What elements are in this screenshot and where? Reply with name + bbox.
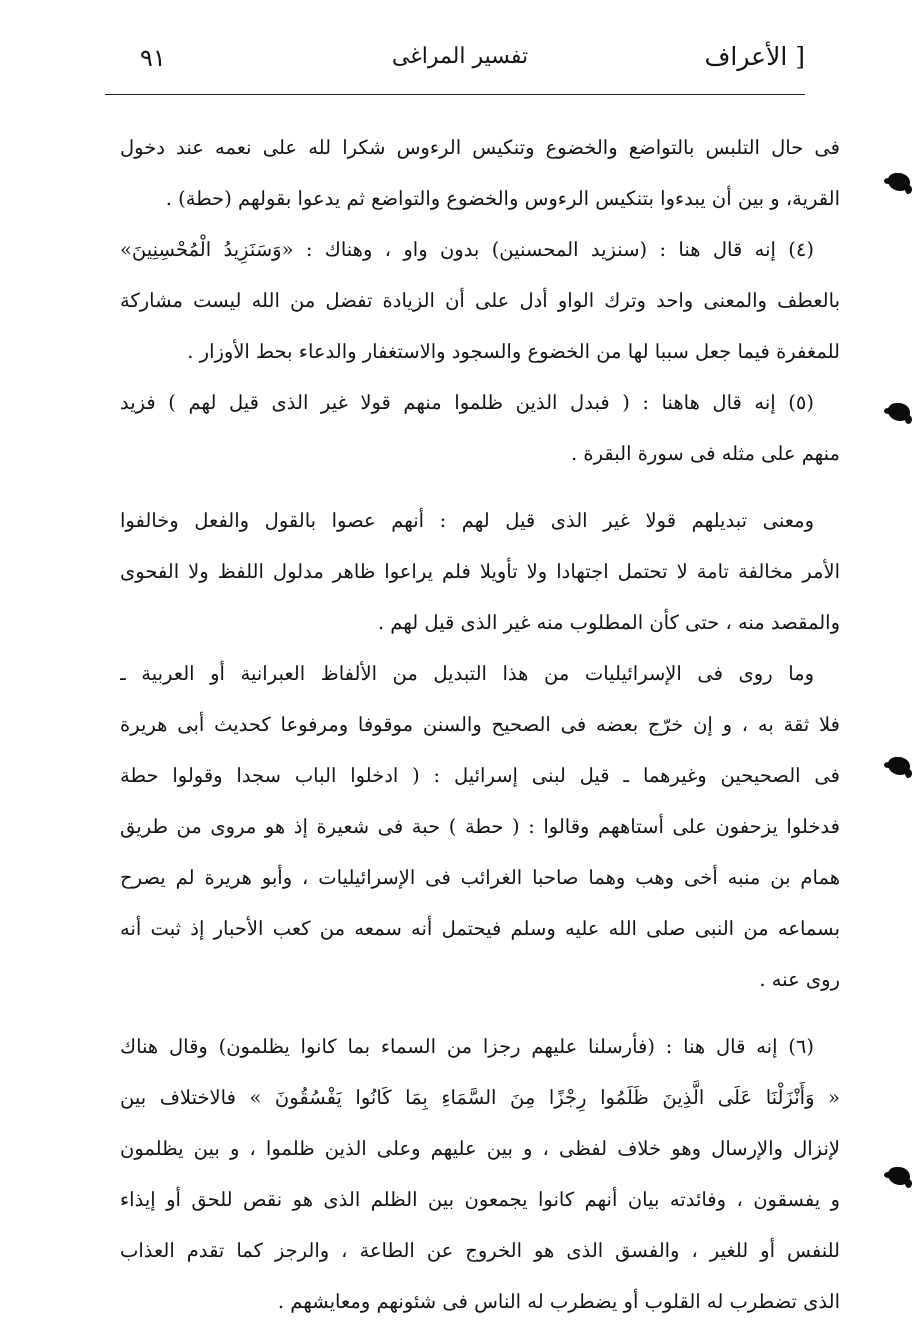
text-line: للمغفرة فيما جعل سببا لها من الخضوع والسجود والاستغفار والدعاء بحط الأوزار .	[187, 340, 840, 363]
text-line: (٤) إنه قال هنا : (سنزيد المحسنين) بدون واو ، وهناك : «وَسَنَزِيدُ الْمُحْسِنِينَ»	[120, 238, 814, 261]
text-line: فى حال التلبس بالتواضع والخضوع وتنكيس الرءوس شكرا لله على نعمه عند دخول	[120, 136, 840, 159]
text-line: بالعطف والمعنى واحد وترك الواو أدل على أن الزيادة تفضل من الله ليست مشاركة	[120, 289, 840, 312]
text-line: والمقصد منه ، حتى كأن المطلوب منه غير الذى قيل لهم .	[377, 611, 840, 634]
scan-blot	[888, 403, 910, 421]
text-line: و يفسقون ، وفائدته بيان أنهم كانوا يجمعون بين الظلم الذى هو نقص للحق أو إيذاء	[120, 1188, 840, 1211]
text-line: همام بن منبه أخى وهب وهما صاحبا الغرائب فى الإسرائيليات ، وأبو هريرة لم يصرح	[120, 866, 840, 889]
text-line: الأمر مخالفة تامة لا تحتمل اجتهادا ولا تأويلا فلم يراعوا ظاهر مدلول اللفظ ولا الفحوى	[120, 560, 840, 583]
text-line: (٥) إنه قال هاهنا : ( فبدل الذين ظلموا منهم قولا غير الذى قيل لهم ) فزيد	[120, 391, 814, 414]
text-line: روى عنه .	[759, 968, 840, 991]
text-line: القرية، و بين أن يبدءوا بتنكيس الرءوس والخضوع والتواضع ثم يدعوا بقولهم (حطة) .	[165, 187, 840, 210]
text-line: فدخلوا يزحفون على أستاههم وقالوا : ( حطة ) حبة فى شعيرة إذ هو مروى من طريق	[120, 815, 840, 838]
text-line: فلا ثقة به ، و إن خرّج بعضه فى الصحيح والسنن موقوفا ومرفوعا كحديث أبى هريرة	[120, 713, 840, 736]
page-number: ٩١	[140, 44, 166, 72]
text-line: لإنزال والإرسال وهو خلاف لفظى ، و بين عليهم وعلى الذين ظلموا ، و بين يظلمون	[120, 1137, 840, 1160]
scan-blot	[888, 757, 910, 775]
scan-blot	[888, 1167, 910, 1185]
scan-blot	[888, 173, 910, 191]
surah-name: الأعراف ]	[704, 42, 805, 71]
page-header	[105, 38, 805, 96]
text-line: ومعنى تبديلهم قولا غير الذى قيل لهم : أنهم عصوا بالقول والفعل وخالفوا	[120, 509, 814, 532]
text-line: وما روى فى الإسرائيليات من هذا التبديل من الألفاظ العبرانية أو العربية ـ	[120, 662, 814, 685]
text-line: (٦) إنه قال هنا : (فأرسلنا عليهم رجزا من السماء بما كانوا يظلمون) وقال هناك	[120, 1035, 814, 1058]
text-line: « وَأَنْزَلْنَا عَلَى الَّذِينَ ظَلَمُوا رِجْزًا مِنَ السَّمَاءِ بِمَا كَانُوا يَفْسُقُونَ » فالاختلاف بين	[120, 1086, 840, 1109]
text-line: للنفس أو للغير ، والفسق الذى هو الخروج عن الطاعة ، والرجز كما تقدم العذاب	[120, 1239, 840, 1262]
text-line: منهم على مثله فى سورة البقرة .	[571, 442, 840, 465]
book-title: تفسير المراغى	[391, 44, 529, 69]
text-line: فى الصحيحين وغيرهما ـ قيل لبنى إسرائيل : ( ادخلوا الباب سجدا وقولوا حطة	[120, 764, 840, 787]
text-line: بسماعه من النبى صلى الله عليه وسلم فيحتمل أنه سمعه من كعب الأحبار إذ ثبت أنه	[120, 917, 840, 940]
text-line: الذى تضطرب له القلوب أو يضطرب له الناس فى شئونهم ومعايشهم .	[277, 1290, 840, 1313]
header-rule	[105, 94, 805, 95]
body-text	[120, 122, 840, 1327]
